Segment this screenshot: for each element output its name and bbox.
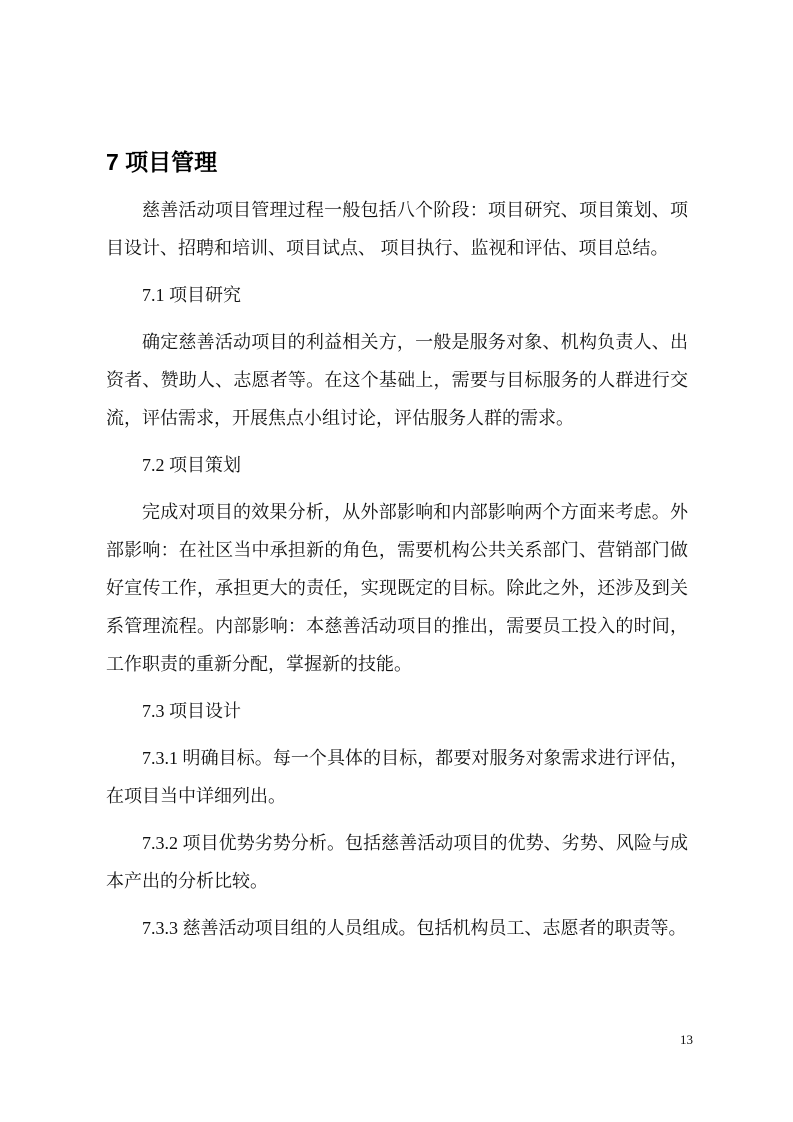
section-7-3-paragraph-2: 7.3.2 项目优势劣势分析。包括慈善活动项目的优势、劣势、风险与成本产出的分析比较。	[106, 833, 688, 891]
section-heading-7-2: 7.2 项目策划	[142, 455, 241, 475]
intro-paragraph: 慈善活动项目管理过程一般包括八个阶段：项目研究、项目策划、项目设计、招聘和培训、项目试点、 项目执行、监视和评估、项目总结。	[106, 200, 688, 258]
section-heading-7-1: 7.1 项目研究	[142, 285, 241, 305]
section-7-2-paragraph: 完成对项目的效果分析，从外部影响和内部影响两个方面来考虑。外部影响：在社区当中承担新的角色，需要机构公共关系部门、营销部门做好宣传工作，承担更大的责任，实现既定的目标。除此之外，还涉及到关系管理流程。内部影响：本慈善活动项目的推出，需要员工投入的时间，工作职责的重新分配，掌握新的技能。	[106, 502, 688, 674]
chapter-title: 7 项目管理	[106, 149, 218, 175]
section-7-3-paragraph-1: 7.3.1 明确目标。每一个具体的目标，都要对服务对象需求进行评估，在项目当中详细列出。	[106, 748, 688, 806]
section-7-3-paragraph-3: 7.3.3 慈善活动项目组的人员组成。包括机构员工、志愿者的职责等。	[142, 918, 687, 938]
page-number: 13	[680, 1032, 693, 1047]
page-content	[106, 147, 688, 956]
section-7-1-paragraph: 确定慈善活动项目的利益相关方，一般是服务对象、机构负责人、出资者、赞助人、志愿者等。在这个基础上，需要与目标服务的人群进行交流，评估需求，开展焦点小组讨论，评估服务人群的需求。	[106, 332, 688, 428]
section-heading-7-3: 7.3 项目设计	[142, 701, 241, 721]
